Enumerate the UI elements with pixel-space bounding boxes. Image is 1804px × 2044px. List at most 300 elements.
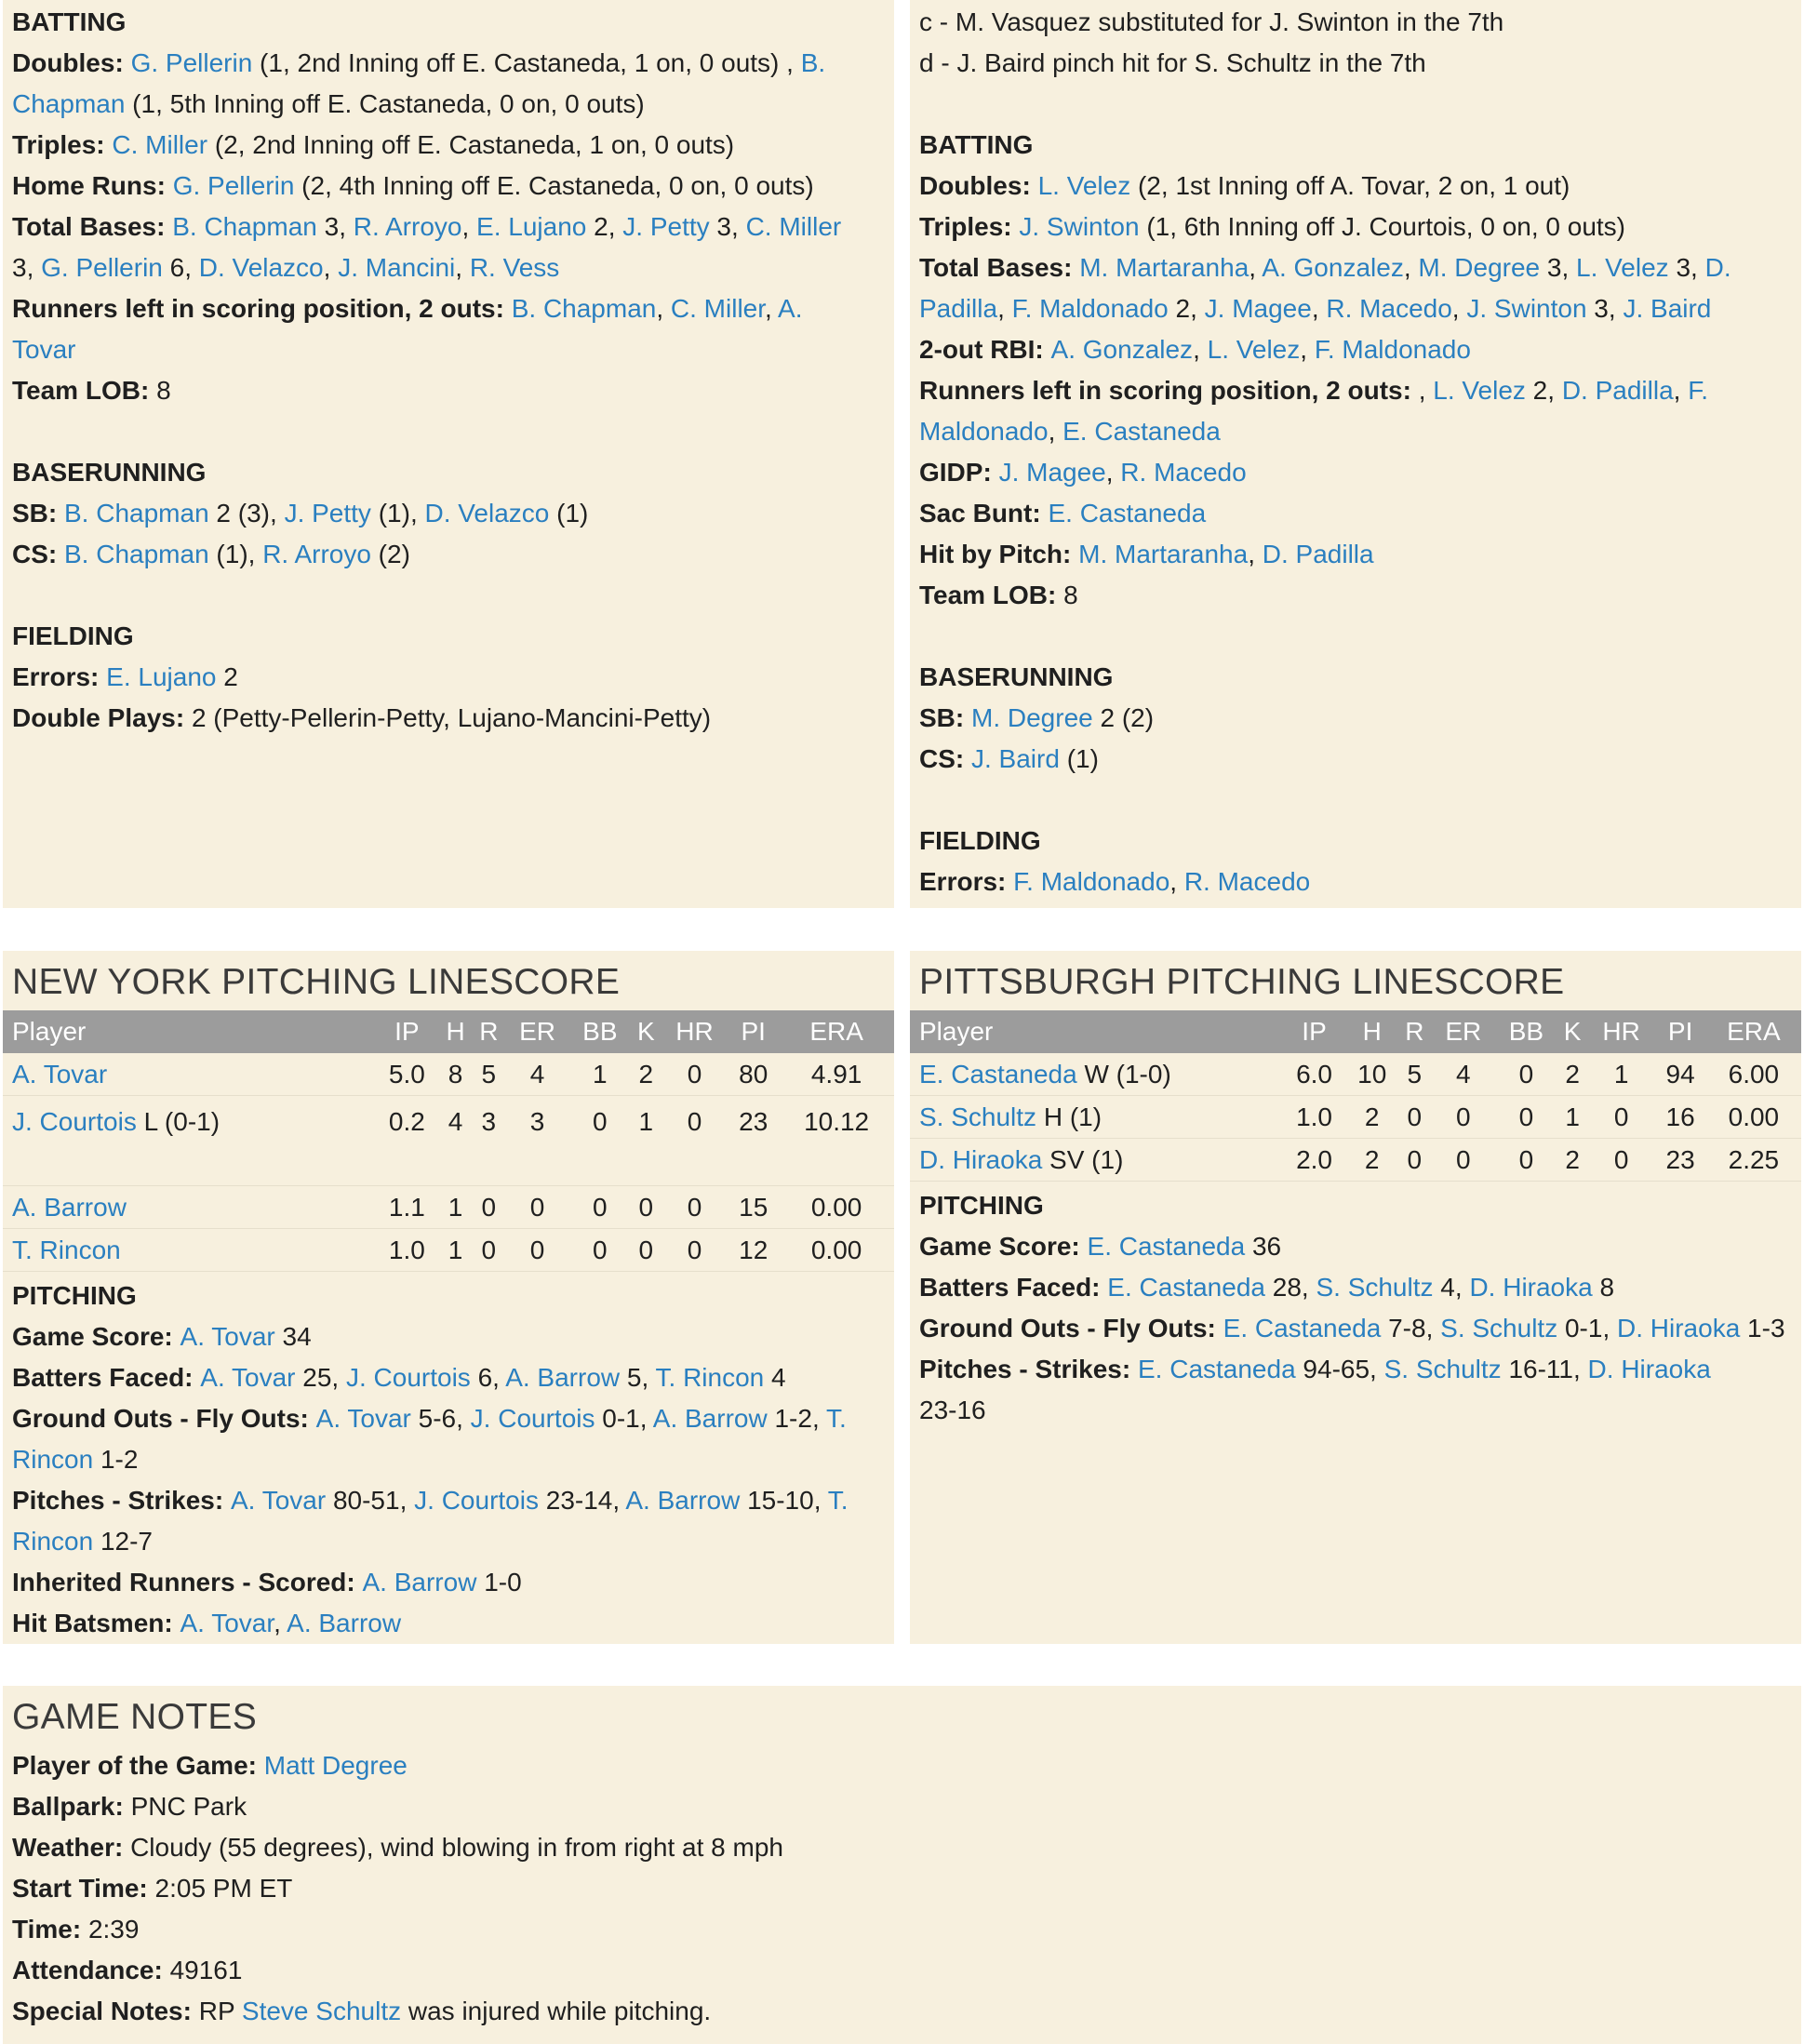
player-link[interactable]: M. Martaranha xyxy=(1079,253,1249,282)
player-link[interactable]: A. Barrow xyxy=(625,1486,741,1515)
stat-text: , xyxy=(455,253,470,282)
player-link[interactable]: A. Tovar xyxy=(230,1486,327,1515)
stat-line xyxy=(919,247,1792,288)
stat-line xyxy=(12,1950,1792,1991)
player-link[interactable]: S. Schultz xyxy=(919,1102,1037,1131)
player-link[interactable]: F. xyxy=(1688,376,1709,405)
stat-text: , xyxy=(1248,540,1263,568)
ny-pitching-header-row xyxy=(3,1010,894,1053)
stat-cell: 2.25 xyxy=(1706,1139,1801,1182)
stat-cell: 0 xyxy=(661,1186,728,1229)
player-link[interactable]: J. Petty xyxy=(622,212,710,241)
stat-text: (1, 6th Inning off J. Courtois, 0 on, 0 outs) xyxy=(1139,212,1625,241)
stat-cell: 6.00 xyxy=(1706,1053,1801,1096)
stat-cell: 0 xyxy=(1495,1053,1557,1096)
stat-line xyxy=(12,534,885,575)
stat-cell: 0 xyxy=(472,1186,505,1229)
player-link[interactable]: G. Pellerin xyxy=(130,48,253,77)
stat-cell: 2 xyxy=(631,1053,661,1096)
stat-cell: 0 xyxy=(631,1186,661,1229)
player-link[interactable]: J. Baird xyxy=(1623,294,1712,323)
player-link[interactable]: Maldonado xyxy=(919,417,1049,446)
stat-label: Doubles: xyxy=(12,48,131,77)
player-link[interactable]: D. Hiraoka xyxy=(1469,1273,1593,1302)
stat-text: (2) xyxy=(370,540,410,568)
player-link[interactable]: E. Castaneda xyxy=(919,1059,1077,1089)
stat-line xyxy=(12,1786,1792,1827)
stat-line xyxy=(12,1603,885,1644)
column-header[interactable]: ERA xyxy=(779,1010,894,1053)
player-link[interactable]: D. Padilla xyxy=(1262,540,1374,568)
stat-cell: 1.0 xyxy=(375,1229,439,1272)
game-notes-panel xyxy=(3,1686,1801,2044)
stat-text: 3, xyxy=(12,253,42,282)
stat-label: Pitches - Strikes: xyxy=(919,1355,1138,1383)
stat-cell: 0 xyxy=(661,1096,728,1186)
player-link[interactable]: L. Velez xyxy=(1576,253,1669,282)
player-link[interactable]: T. Rincon xyxy=(12,1235,121,1264)
stat-line xyxy=(12,1868,1792,1909)
pitcher-row xyxy=(910,1139,1801,1182)
player-link[interactable]: R. Macedo xyxy=(1120,458,1247,487)
pitcher-row xyxy=(3,1186,894,1229)
stat-label: CS: xyxy=(12,540,64,568)
stat-label: Time: xyxy=(12,1915,88,1944)
stat-text: , xyxy=(1105,458,1121,487)
player-link[interactable]: J. Courtois xyxy=(414,1486,539,1515)
player-link[interactable]: J. Courtois xyxy=(345,1363,471,1392)
player-link[interactable]: Matt Degree xyxy=(263,1751,408,1780)
stat-label: Ballpark: xyxy=(12,1792,131,1821)
pit-baserunning-lines xyxy=(919,698,1792,780)
stat-text: 49161 xyxy=(169,1956,243,1984)
stat-line xyxy=(919,493,1792,534)
stat-label: Game Score: xyxy=(12,1322,180,1351)
player-link[interactable]: T. Rincon xyxy=(655,1363,765,1392)
pitcher-row xyxy=(910,1053,1801,1096)
stat-cell: 0 xyxy=(472,1229,505,1272)
stat-line xyxy=(12,1357,885,1398)
stat-line xyxy=(919,1390,1792,1431)
stat-line xyxy=(919,288,1792,329)
stat-text: 15-10, xyxy=(740,1486,828,1515)
stat-cell: 0 xyxy=(505,1186,569,1229)
stat-text: , xyxy=(1418,376,1434,405)
player-link[interactable]: J. Magee xyxy=(1204,294,1312,323)
stat-text: (1), xyxy=(370,499,425,528)
stat-line xyxy=(12,1398,885,1439)
player-link[interactable]: Rincon xyxy=(12,1527,94,1556)
player-link[interactable]: Chapman xyxy=(12,89,126,118)
pit-pitching-header: PITCHING xyxy=(919,1191,1044,1220)
pitcher-cell xyxy=(910,1053,1282,1096)
player-link[interactable]: M. Degree xyxy=(1418,253,1541,282)
pitcher-row xyxy=(910,1096,1801,1139)
player-link[interactable]: Padilla xyxy=(919,294,998,323)
column-header[interactable]: R xyxy=(472,1010,505,1053)
stat-cell: 0.00 xyxy=(1706,1096,1801,1139)
stat-text: 34 xyxy=(274,1322,312,1351)
player-link[interactable]: A. Barrow xyxy=(12,1192,127,1222)
stat-text: 0-1, xyxy=(1557,1314,1618,1343)
stat-label: GIDP: xyxy=(919,458,999,487)
player-link[interactable]: D. Hiraoka xyxy=(919,1144,1043,1174)
column-header[interactable]: ER xyxy=(505,1010,569,1053)
stat-cell: 5 xyxy=(1397,1053,1431,1096)
stat-label: Team LOB: xyxy=(919,581,1064,609)
stat-line xyxy=(12,1745,1792,1786)
player-link[interactable]: A. Barrow xyxy=(652,1404,768,1433)
stat-label: Home Runs: xyxy=(12,171,173,200)
ny-baserunning-header: BASERUNNING xyxy=(12,458,207,487)
player-link[interactable]: B. Chapman xyxy=(172,212,317,241)
player-link[interactable]: C. Miller xyxy=(745,212,842,241)
stat-label: Errors: xyxy=(919,867,1014,896)
player-link[interactable]: J. Swinton xyxy=(1466,294,1587,323)
stat-text: , xyxy=(1403,253,1419,282)
stat-text: (1) xyxy=(549,499,589,528)
stat-line xyxy=(12,493,885,534)
player-link[interactable]: A. Barrow xyxy=(505,1363,621,1392)
stat-cell: 2 xyxy=(1346,1139,1397,1182)
stat-text: 2, xyxy=(1525,376,1562,405)
stat-text: 94-65, xyxy=(1295,1355,1384,1383)
stat-cell: 1 xyxy=(569,1053,631,1096)
ny-baserunning-lines xyxy=(12,493,885,575)
stat-cell: 0 xyxy=(505,1229,569,1272)
column-header[interactable]: H xyxy=(439,1010,473,1053)
player-link[interactable]: B. Chapman xyxy=(511,294,657,323)
stat-cell: 0 xyxy=(661,1053,728,1096)
player-link[interactable]: D. Velazco xyxy=(424,499,550,528)
stat-label: Errors: xyxy=(12,662,107,691)
stat-cell: 0 xyxy=(1588,1096,1655,1139)
player-link[interactable]: A. Barrow xyxy=(287,1609,402,1637)
stat-label: Runners left in scoring position, 2 outs: xyxy=(919,376,1419,405)
stat-line xyxy=(919,862,1792,902)
column-header[interactable]: K xyxy=(631,1010,661,1053)
player-link[interactable]: E. Lujano xyxy=(476,212,587,241)
stat-label: Batters Faced: xyxy=(12,1363,201,1392)
column-header[interactable]: Player xyxy=(3,1010,375,1053)
stat-cell: 0 xyxy=(1397,1139,1431,1182)
game-notes-lines xyxy=(12,1745,1792,2032)
stat-text: , xyxy=(1311,294,1327,323)
stat-line xyxy=(12,1480,885,1521)
column-header[interactable]: K xyxy=(1557,1010,1588,1053)
pit-pitching-title: PITTSBURGH PITCHING LINESCORE xyxy=(919,962,1565,1002)
stat-cell: 94 xyxy=(1654,1053,1705,1096)
stat-line xyxy=(12,1521,885,1562)
stat-label: Total Bases: xyxy=(12,212,173,241)
player-link[interactable]: E. Castaneda xyxy=(1048,499,1207,528)
stat-text: 1-2 xyxy=(93,1445,139,1474)
stat-cell: 1 xyxy=(1557,1096,1588,1139)
player-link[interactable]: A. Barrow xyxy=(362,1568,477,1596)
stat-cell: 12 xyxy=(728,1229,779,1272)
stat-line xyxy=(919,2,1792,43)
player-link[interactable]: T. xyxy=(826,1404,847,1433)
column-header[interactable]: HR xyxy=(1588,1010,1655,1053)
player-link[interactable]: D. Padilla xyxy=(1561,376,1674,405)
stat-cell: 0.00 xyxy=(779,1186,894,1229)
stat-cell: 4.91 xyxy=(779,1053,894,1096)
pit-batting-lines xyxy=(919,166,1792,616)
stat-text: c - M. Vasquez substituted for J. Swinton in the 7th xyxy=(919,7,1504,36)
pit-sub-notes xyxy=(919,2,1792,84)
player-link[interactable]: T. xyxy=(827,1486,849,1515)
stat-text: H (1) xyxy=(1036,1102,1102,1131)
ny-pitching-rows xyxy=(3,1053,894,1272)
stat-cell: 4 xyxy=(505,1053,569,1096)
stat-text: L (0-1) xyxy=(136,1107,220,1136)
player-link[interactable]: E. Lujano xyxy=(106,662,217,691)
stat-cell: 0 xyxy=(661,1229,728,1272)
stat-label: SB: xyxy=(12,499,64,528)
stat-text: , xyxy=(274,1609,287,1637)
player-link[interactable]: Rincon xyxy=(12,1445,94,1474)
stat-cell: 0.00 xyxy=(779,1229,894,1272)
player-link[interactable]: Tovar xyxy=(12,335,76,364)
column-header[interactable]: ER xyxy=(1431,1010,1495,1053)
stat-text: 8 xyxy=(1592,1273,1615,1302)
stat-label: Hit by Pitch: xyxy=(919,540,1079,568)
player-link[interactable]: C. Miller xyxy=(112,130,208,159)
column-header[interactable]: HR xyxy=(661,1010,728,1053)
stat-label: Hit Batsmen: xyxy=(12,1609,180,1637)
player-link[interactable]: R. Vess xyxy=(469,253,560,282)
stat-cell: 16 xyxy=(1654,1096,1705,1139)
stat-text: , xyxy=(461,212,477,241)
stat-text: (2, 1st Inning off A. Tovar, 2 on, 1 out) xyxy=(1130,171,1570,200)
player-link[interactable]: R. Arroyo xyxy=(353,212,462,241)
player-link[interactable]: A. Tovar xyxy=(180,1322,275,1351)
stat-line xyxy=(12,1562,885,1603)
stat-cell: 2 xyxy=(1346,1096,1397,1139)
player-link[interactable]: G. Pellerin xyxy=(41,253,163,282)
player-link[interactable]: D. Hiraoka xyxy=(1617,1314,1741,1343)
stat-line xyxy=(919,370,1792,411)
player-link[interactable]: C. Miller xyxy=(670,294,766,323)
pitcher-cell xyxy=(910,1139,1282,1182)
pitcher-row xyxy=(3,1229,894,1272)
player-link[interactable]: L. Velez xyxy=(1207,335,1301,364)
column-header[interactable]: Player xyxy=(910,1010,1282,1053)
player-link[interactable]: E. Castaneda xyxy=(1223,1314,1382,1343)
player-link[interactable]: D. Velazco xyxy=(198,253,324,282)
player-link[interactable]: J. Baird xyxy=(971,744,1060,773)
stat-label: Ground Outs - Fly Outs: xyxy=(919,1314,1223,1343)
player-link[interactable]: F. Maldonado xyxy=(1013,867,1170,896)
stat-label: Inherited Runners - Scored: xyxy=(12,1568,363,1596)
player-link[interactable]: E. Castaneda xyxy=(1137,1355,1296,1383)
stat-text: (1) xyxy=(1059,744,1099,773)
stat-line xyxy=(12,84,885,125)
player-link[interactable]: S. Schultz xyxy=(1316,1273,1434,1302)
player-link[interactable]: E. Castaneda xyxy=(1107,1273,1265,1302)
pit-baserunning-header: BASERUNNING xyxy=(919,662,1114,691)
pitcher-row xyxy=(3,1096,894,1186)
stat-line xyxy=(12,288,885,329)
stat-cell: 0 xyxy=(1431,1096,1495,1139)
stat-line xyxy=(919,329,1792,370)
stat-line xyxy=(12,166,885,207)
stat-text: , xyxy=(1673,376,1689,405)
player-link[interactable]: D. xyxy=(1704,253,1731,282)
game-notes-title: GAME NOTES xyxy=(12,1697,258,1737)
stat-cell: 5 xyxy=(472,1053,505,1096)
stat-label: Start Time: xyxy=(12,1874,155,1903)
player-link[interactable]: G. Pellerin xyxy=(172,171,295,200)
ny-pitching-header: PITCHING xyxy=(12,1281,137,1310)
player-link[interactable]: E. Castaneda xyxy=(1062,417,1221,446)
stat-cell: 15 xyxy=(728,1186,779,1229)
player-link[interactable]: S. Schultz xyxy=(1383,1355,1502,1383)
player-link[interactable]: A. Tovar xyxy=(12,1059,108,1089)
stat-text: (1), xyxy=(208,540,263,568)
stat-cell: 0 xyxy=(1495,1096,1557,1139)
player-link[interactable]: A. Tovar xyxy=(315,1404,411,1433)
stat-text: , xyxy=(1451,294,1467,323)
stat-text: 3, xyxy=(1586,294,1624,323)
stat-cell: 2.0 xyxy=(1282,1139,1346,1182)
player-link[interactable]: J. Mancini xyxy=(338,253,456,282)
stat-label: Special Notes: xyxy=(12,1997,199,2025)
column-header[interactable]: IP xyxy=(1282,1010,1346,1053)
column-header[interactable]: PI xyxy=(728,1010,779,1053)
stat-text: 2 (2) xyxy=(1092,703,1155,732)
column-header[interactable]: IP xyxy=(375,1010,439,1053)
stat-text: 6, xyxy=(470,1363,506,1392)
stat-label: Batters Faced: xyxy=(919,1273,1108,1302)
pitcher-row xyxy=(3,1053,894,1096)
stat-line xyxy=(12,1827,1792,1868)
stat-cell: 0 xyxy=(1397,1096,1431,1139)
stat-label: Pitches - Strikes: xyxy=(12,1486,231,1515)
stat-text: 16-11, xyxy=(1501,1355,1588,1383)
stat-cell: 0 xyxy=(631,1229,661,1272)
stat-line xyxy=(919,166,1792,207)
ny-box-panel xyxy=(3,0,894,908)
player-link[interactable]: R. Arroyo xyxy=(262,540,371,568)
stat-text: (1, 5th Inning off E. Castaneda, 0 on, 0 outs) xyxy=(125,89,645,118)
stat-cell: 0 xyxy=(569,1229,631,1272)
stat-label: Sac Bunt: xyxy=(919,499,1049,528)
stat-cell: 0 xyxy=(1588,1139,1655,1182)
player-link[interactable]: A. xyxy=(778,294,803,323)
player-link[interactable]: A. Gonzalez xyxy=(1262,253,1404,282)
pitcher-cell xyxy=(3,1229,375,1272)
stat-text: 1-2, xyxy=(767,1404,827,1433)
player-link[interactable]: F. Maldonado xyxy=(1314,335,1471,364)
ny-fielding-header: FIELDING xyxy=(12,621,134,650)
ny-batting-lines xyxy=(12,43,885,411)
player-link[interactable]: J. Swinton xyxy=(1019,212,1140,241)
player-link[interactable]: L. Velez xyxy=(1037,171,1131,200)
player-link[interactable]: J. Petty xyxy=(284,499,371,528)
stat-line xyxy=(919,207,1792,247)
ny-pitching-table xyxy=(3,1010,894,1272)
stat-line xyxy=(12,125,885,166)
stat-cell: 1.1 xyxy=(375,1186,439,1229)
stat-line xyxy=(12,1316,885,1357)
stat-cell: 80 xyxy=(728,1053,779,1096)
player-link[interactable]: E. Castaneda xyxy=(1087,1232,1246,1261)
player-link[interactable]: J. Courtois xyxy=(470,1404,595,1433)
player-link[interactable]: M. Degree xyxy=(971,703,1093,732)
stat-cell: 0 xyxy=(1431,1139,1495,1182)
stat-text: 2, xyxy=(1168,294,1205,323)
player-link[interactable]: A. Gonzalez xyxy=(1050,335,1194,364)
stat-text: 4 xyxy=(764,1363,786,1392)
player-link[interactable]: J. Magee xyxy=(998,458,1106,487)
player-link[interactable]: B. Chapman xyxy=(64,499,209,528)
player-link[interactable]: D. Hiraoka xyxy=(1587,1355,1711,1383)
stat-cell: 8 xyxy=(439,1053,473,1096)
stat-text: , xyxy=(1193,335,1208,364)
stat-label: Game Score: xyxy=(919,1232,1088,1261)
pit-pitching-lines xyxy=(919,1226,1792,1431)
stat-cell: 1 xyxy=(631,1096,661,1186)
stat-text: , xyxy=(1300,335,1315,364)
player-link[interactable]: A. Tovar xyxy=(180,1609,274,1637)
pit-pitching-rows xyxy=(910,1053,1801,1182)
player-link[interactable]: R. Macedo xyxy=(1326,294,1452,323)
stat-text: 6, xyxy=(162,253,199,282)
stat-label: Attendance: xyxy=(12,1956,170,1984)
stat-text: SV (1) xyxy=(1042,1144,1124,1174)
player-link[interactable]: B. Chapman xyxy=(64,540,209,568)
stat-line xyxy=(919,452,1792,493)
stat-line xyxy=(12,370,885,411)
player-link[interactable]: B. xyxy=(800,48,826,77)
ny-pitching-title: NEW YORK PITCHING LINESCORE xyxy=(12,962,621,1002)
column-header[interactable]: H xyxy=(1346,1010,1397,1053)
column-header[interactable]: BB xyxy=(569,1010,631,1053)
stat-text: 3, xyxy=(316,212,354,241)
stat-label: Double Plays: xyxy=(12,703,192,732)
stat-cell: 0 xyxy=(569,1096,631,1186)
player-link[interactable]: A. Tovar xyxy=(200,1363,296,1392)
column-header[interactable]: R xyxy=(1397,1010,1431,1053)
stat-line xyxy=(12,1991,1792,2032)
player-link[interactable]: M. Martaranha xyxy=(1078,540,1249,568)
stat-cell: 1 xyxy=(439,1229,473,1272)
stat-line xyxy=(919,411,1792,452)
column-header[interactable]: BB xyxy=(1495,1010,1557,1053)
stat-label: Ground Outs - Fly Outs: xyxy=(12,1404,316,1433)
stat-line xyxy=(12,698,885,739)
player-link[interactable]: J. Courtois xyxy=(12,1107,137,1136)
column-header[interactable]: ERA xyxy=(1706,1010,1801,1053)
pitcher-cell xyxy=(910,1096,1282,1139)
stat-text: was injured while pitching. xyxy=(401,1997,712,2025)
player-link[interactable]: R. Macedo xyxy=(1183,867,1311,896)
player-link[interactable]: Steve Schultz xyxy=(241,1997,402,2025)
stat-text: 4, xyxy=(1433,1273,1470,1302)
pit-pitching-table xyxy=(910,1010,1801,1182)
stat-text: , xyxy=(1048,417,1063,446)
stat-line xyxy=(919,1226,1792,1267)
stat-text: , xyxy=(997,294,1012,323)
player-link[interactable]: S. Schultz xyxy=(1440,1314,1558,1343)
stat-text: 12-7 xyxy=(93,1527,153,1556)
player-link[interactable]: L. Velez xyxy=(1433,376,1526,405)
player-link[interactable]: F. Maldonado xyxy=(1011,294,1169,323)
column-header[interactable]: PI xyxy=(1654,1010,1705,1053)
stat-text: W (1-0) xyxy=(1076,1059,1171,1089)
pit-fielding-lines xyxy=(919,862,1792,902)
